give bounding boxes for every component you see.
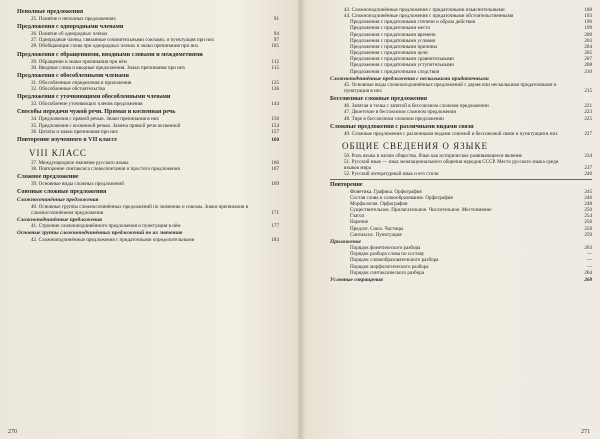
toc-entry-title: Порядок словообразовательного разбора <box>350 257 439 264</box>
toc-entry-title: Предложения с придаточными места <box>350 25 430 32</box>
toc-page-number: 196 <box>584 19 592 26</box>
toc-entry-title: 43. Сложноподчинённые предложения с придаточными изъяснительными <box>344 7 505 13</box>
toc-page-number: 210 <box>584 68 592 75</box>
toc-page-number: 204 <box>584 43 592 50</box>
right-page-number: 271 <box>581 429 590 435</box>
toc-page-number: 254 <box>584 213 592 220</box>
toc-entry-title: 29. Обращение и знаки препинания при нём <box>31 58 127 65</box>
toc-entry <box>330 82 592 94</box>
toc-entry-title: Предложения с придаточными уступительными <box>350 62 454 69</box>
toc-page-number: 199 <box>584 25 592 32</box>
section-heading <box>330 182 592 189</box>
toc-entry-title: Фонетика. Графика. Орфография <box>350 188 422 195</box>
toc-page-number: 115 <box>271 64 279 71</box>
toc-entry-title: Предложения с придаточными причины <box>350 43 437 50</box>
toc-entry-title: Сложноподчинённые предложения с несколькими придаточными <box>330 75 489 82</box>
toc-entry-title: Предложения с придаточными сравнительными <box>350 56 454 63</box>
toc-entry <box>330 171 592 177</box>
toc-entry-title: 35. Предложения с косвенной речью. Замена прямой речи косвенной <box>31 122 181 129</box>
toc-page-number: 154 <box>271 122 279 129</box>
toc-page-number: 166 <box>271 159 279 166</box>
toc-entry <box>17 101 279 107</box>
toc-entry-title: Повторение <box>330 181 363 188</box>
toc-entry <box>17 181 279 187</box>
section-heading <box>17 189 279 196</box>
toc-entry <box>330 69 592 75</box>
toc-page-number: 97 <box>273 37 279 44</box>
toc-page-number: 91 <box>273 16 279 22</box>
toc-entry <box>330 232 592 238</box>
toc-entry-title: Предложения с обособленными членами <box>17 72 129 79</box>
toc-page-number: 94 <box>273 31 279 38</box>
toc-entry-title: 51. Русский язык — язык межнационального общения народов СССР. Место русского языка среди языков мира <box>344 159 559 172</box>
toc-entry <box>17 204 279 216</box>
toc-page-number: 169 <box>271 181 279 188</box>
toc-entry-title: 39. Основные виды сложных предложений <box>31 181 124 188</box>
toc-page-number: 227 <box>584 130 592 137</box>
toc-entry-title: 47. Двоеточие в бессоюзном сложном предложении <box>344 109 457 116</box>
toc-page-number: 203 <box>584 37 592 44</box>
toc-page-number: 250 <box>584 207 592 214</box>
toc-entry-title: 44. Сложноподчинённые предложения с придаточными обстоятельственными <box>344 13 514 20</box>
toc-page-number: 208 <box>584 62 592 69</box>
toc-entry-title: Сложноподчинённые предложения <box>17 216 102 223</box>
toc-entry-title: Способы передачи чужой речи. Прямая и косвенная речь <box>17 109 176 116</box>
toc-entry-title: 31. Обособленные определения и приложения <box>31 79 132 86</box>
toc-entry-title: 37. Международное значение русского языка <box>31 159 129 166</box>
toc-page-number: — <box>586 251 592 258</box>
left-page-number: 270 <box>8 429 17 435</box>
left-page <box>0 0 298 439</box>
toc-entry <box>17 86 279 92</box>
toc-entry <box>330 270 592 276</box>
toc-entry-title: 25. Понятие о неполных предложениях <box>31 16 117 22</box>
toc-page-number: 136 <box>271 86 279 93</box>
toc-entry <box>17 65 279 71</box>
left-contents <box>17 7 279 243</box>
toc-entry-title: Предложения с придаточными степени и образа действия <box>350 19 476 26</box>
toc-entry-title: 36. Цитаты и знаки препинания при них <box>31 128 119 135</box>
toc-page-number: 215 <box>584 88 592 95</box>
section-heading <box>330 124 592 131</box>
toc-entry <box>17 43 279 49</box>
part-heading <box>29 147 279 159</box>
toc-entry-title: 27. Однородные члены, связанные сочинительными союзами, и пунктуация при них <box>31 37 215 44</box>
toc-page-number: 144 <box>271 101 279 108</box>
toc-entry <box>330 131 592 137</box>
toc-entry-title: Союзные сложные предложения <box>17 189 107 196</box>
toc-entry-title: 38. Повторение синтаксиса словосочетания и простого предложения <box>31 166 180 173</box>
section-heading <box>17 9 279 16</box>
toc-page-number: 259 <box>584 231 592 238</box>
toc-entry <box>17 129 279 135</box>
toc-page-number: 258 <box>584 225 592 232</box>
toc-entry-title: Синтаксис. Пунктуация <box>350 231 402 238</box>
toc-entry-title: 32. Обособленные обстоятельства <box>31 86 105 93</box>
toc-page-number: 157 <box>271 128 279 135</box>
toc-entry-title: 49. Сложные предложения с различными видами союзной и бессоюзной связи и пунктуация в них <box>344 130 558 137</box>
toc-entry-title: Неполные предложения <box>17 9 84 15</box>
toc-entry-title: Глагол <box>350 213 365 220</box>
toc-entry <box>330 159 592 171</box>
toc-page-number: 125 <box>271 79 279 86</box>
toc-entry-title: Предложения с уточняющими обособленными членами <box>17 94 171 101</box>
toc-entry-title: 26. Понятие об однородных членах <box>31 31 108 38</box>
toc-entry-title: Условные сокращения <box>330 276 383 283</box>
toc-entry-title: 33. Обособление уточняющих членов предложения <box>31 101 143 108</box>
toc-entry <box>17 223 279 229</box>
toc-page-number: 150 <box>271 116 279 123</box>
right-page <box>302 0 600 439</box>
toc-entry <box>17 16 279 22</box>
toc-page-number: 264 <box>584 269 592 276</box>
toc-page-number: 200 <box>584 31 592 38</box>
toc-page-number: — <box>586 257 592 264</box>
toc-page-number: 105 <box>271 43 279 50</box>
toc-entry-title: Предложения с придаточными цели <box>350 50 428 57</box>
toc-entry-title: Основные группы сложноподчинённых предложений по их значению <box>17 230 183 237</box>
toc-page-number: 221 <box>584 103 592 110</box>
section-heading <box>17 73 279 80</box>
toc-entry <box>330 116 592 122</box>
toc-entry-title: 28. Обобщающие слова при однородных членах и знаки препинания при них <box>31 43 199 50</box>
toc-entry-title: Порядок синтаксического разбора <box>350 269 425 276</box>
toc-entry-title: VIII КЛАСС <box>29 147 87 158</box>
toc-entry-title: Предлог. Союз. Частицы <box>350 225 404 232</box>
toc-page-number: 193 <box>584 13 592 20</box>
toc-entry-title: Существительное. Прилагательное. Числительное. Местоимение <box>350 207 492 214</box>
toc-entry-title: Сложное предложение <box>17 174 79 181</box>
toc-page-number: 171 <box>271 209 279 216</box>
toc-page-number: 268 <box>584 276 592 283</box>
toc-page-number: 263 <box>584 245 592 252</box>
toc-page-number: 246 <box>584 194 592 201</box>
toc-entry-title: 50. Роль языка в жизни общества. Язык как историческое развивающееся явление <box>344 152 522 159</box>
toc-page-number: 207 <box>584 56 592 63</box>
toc-entry-title: ОБЩИЕ СВЕДЕНИЯ О ЯЗЫКЕ <box>342 140 488 151</box>
toc-entry-title: Наречие <box>350 219 369 226</box>
toc-entry-title: Бессоюзные сложные предложения <box>330 96 428 103</box>
toc-page-number: 177 <box>271 223 279 230</box>
toc-page-number: 112 <box>271 58 279 65</box>
toc-entry-title: 34. Предложения с прямой речью. Знаки препинания в них <box>31 116 159 123</box>
toc-page-number: 234 <box>584 152 592 159</box>
toc-entry-title: Порядок разбора слова по составу <box>350 251 425 258</box>
toc-page-number: — <box>586 263 592 270</box>
toc-page-number: 248 <box>584 200 592 207</box>
section-heading <box>17 137 279 144</box>
toc-entry-title: 42. Сложноподчинённые предложения с придаточными определительными <box>31 236 195 243</box>
toc-entry-title: Предложения с однородными членами <box>17 24 124 31</box>
part-heading <box>342 140 592 152</box>
toc-entry-title: Предложения с придаточными следствия <box>350 68 440 75</box>
toc-entry-title: Сложные предложения с различными видами связи <box>330 123 474 130</box>
section-heading <box>17 52 279 59</box>
toc-entry-title: 41. Строение сложноподчинённого предложения и пунктуация в нём <box>31 223 181 230</box>
toc-entry-title: Сложносочинённые предложения <box>17 197 99 204</box>
toc-entry <box>17 166 279 172</box>
toc-page-number: 225 <box>584 115 592 122</box>
toc-entry-title: Предложения с придаточными времени <box>350 31 436 38</box>
toc-page-number: 256 <box>584 219 592 226</box>
toc-page-number: 188 <box>584 7 592 13</box>
toc-entry-title: 48. Тире в бессоюзном сложном предложении <box>344 115 444 122</box>
toc-entry-title: Порядок фонетического разбора <box>350 245 421 252</box>
divider <box>330 179 592 180</box>
subsection-heading <box>330 277 592 283</box>
toc-page-number: 183 <box>271 236 279 243</box>
toc-page-number: 160 <box>271 136 279 143</box>
toc-page-number: 223 <box>584 109 592 116</box>
toc-entry-title: Повторение изученного в VII классе <box>17 136 117 143</box>
toc-entry-title: 45. Основные виды сложноподчинённых предложений с двумя или несколькими придаточными и пунктуация в них <box>344 82 557 95</box>
toc-page-number: 205 <box>584 50 592 57</box>
toc-entry-title: 46. Запятая и точка с запятой в бессоюзном сложном предложении <box>344 103 489 110</box>
right-contents <box>330 7 592 283</box>
toc-entry <box>17 237 279 243</box>
toc-entry-title: Порядок морфологического разбора <box>350 263 429 270</box>
toc-entry-title: Состав слова и словообразование. Орфография <box>350 194 453 201</box>
toc-page-number: 240 <box>584 171 592 178</box>
toc-page-number: 167 <box>271 166 279 173</box>
toc-page-number: 245 <box>584 188 592 195</box>
toc-entry-title: 40. Основные группы сложносочинённых предложений по значению и союзам. Знаки препинания в сложносочинённом предложении <box>31 203 248 216</box>
toc-entry-title: Приложение <box>330 238 362 245</box>
toc-entry-title: 30. Вводные слова и вводные предложения. Знаки препинания при них <box>31 64 186 71</box>
toc-entry-title: Предложения с придаточными условия <box>350 37 435 44</box>
toc-entry-title: 52. Русский литературный язык и его стили <box>344 171 439 178</box>
toc-entry-title: Предложения с обращениями, вводными словами и междометиями <box>17 51 203 58</box>
toc-entry-title: Морфология. Орфография <box>350 200 408 207</box>
toc-page-number: 237 <box>584 165 592 172</box>
